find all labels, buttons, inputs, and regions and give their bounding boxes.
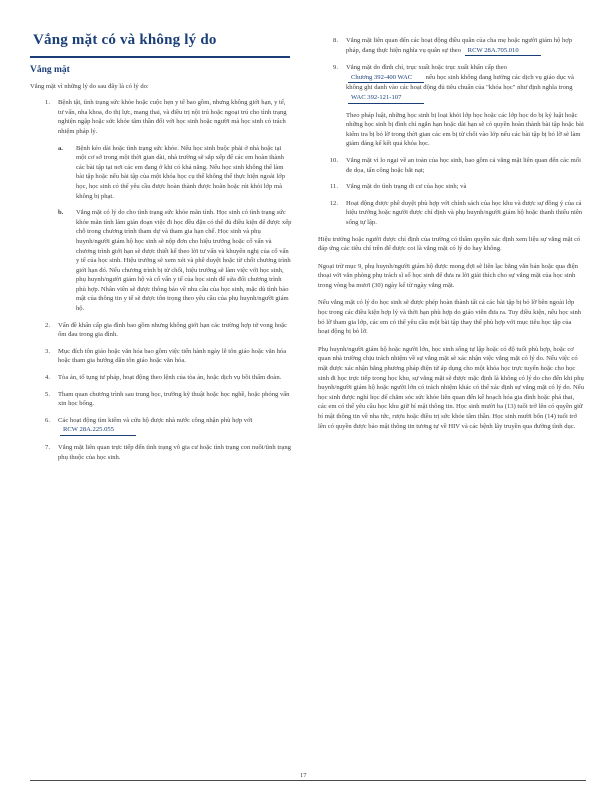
list-item: [30, 373, 292, 383]
list-item: [318, 199, 584, 228]
list-item: [30, 443, 292, 462]
item-text: Vắng mặt liên quan trực tiếp đến tình trạng vô gia cư hoặc tình trạng con nuôi/tình trạng phụ thuộc của học sinh.: [58, 444, 291, 461]
item-text: Vắng mặt do đình chỉ, trục xuất hoặc trục xuất khẩn cấp theo: [346, 64, 507, 72]
section-heading: Vắng mặt: [30, 65, 70, 75]
section-intro: Vắng mặt vì những lý do sau đây là có lý do:: [30, 82, 149, 90]
body-paragraph: Ngoại trừ mục 9, phụ huynh/người giám hộ được mong đợi sẽ liên lạc bằng văn bản hoặc qua điện thoại với văn phòng phụ trách sĩ số học sinh để đưa ra lời giải thích cho sự vắng mặt của học sinh trong vòng ba mươi (30) ngày kể từ ngày vắng mặt.: [318, 262, 578, 289]
item-text: Mục đích tôn giáo hoặc văn hóa bao gồm việc tiến hành ngày lễ tôn giáo hoặc văn hóa hoặc tham gia hướng dẫn tôn giáo hoặc văn hóa.: [58, 347, 287, 365]
item-text-continued: nếu học sinh không đang hưởng các dịch vụ giáo dục và không ghi danh vào các hoạt động đủ tiêu chuẩn của "khóa học" như định nghĩa trong: [346, 73, 574, 92]
item-number: 8.: [333, 37, 338, 44]
item-number: 1.: [45, 99, 50, 107]
item-text: Hoạt động được phê duyệt phù hợp với chính sách của học khu và được sự đồng ý của cả hiệu trưởng hoặc người được chỉ định và phụ huynh/người giám hộ hoặc thanh thiếu niên sống tự lập.: [346, 199, 583, 226]
item-number: 12.: [329, 199, 338, 207]
right-column: [318, 36, 584, 439]
sub-item: [58, 144, 292, 202]
body-paragraph: Nếu vắng mặt có lý do học sinh sẽ được phép hoàn thành tất cả các bài tập bị bỏ lỡ bên ngoài lớp học trong các điều kiện hợp lý và thời hạn phù hợp do giáo viên đưa ra. Tuy điều kiện, nếu học sinh bỏ lỡ tham gia lớp, các em có thể yêu cầu một bài tập thay thế phù hợp với mục tiêu học tập của hoạt động bị bỏ lỡ.: [318, 299, 582, 336]
item-number: 10.: [329, 156, 338, 164]
item-text: Các hoạt động tìm kiếm và cứu hộ được nhà nước công nhận phù hợp với: [58, 416, 253, 424]
wac-chapter-link[interactable]: Chương 392-400 WAC: [348, 73, 424, 84]
title-underline: [30, 56, 290, 58]
item-text: Bệnh tật, tình trạng sức khỏe hoặc cuộc hẹn y tế bao gồm, nhưng không giới hạn, y tế, tư vấn, nha khoa, đo thị lực, mang thai, và điều trị nội trú hoặc ngoại trú cho tình trạng nghiện ngập hoặc sức khỏe tâm thần đối với học sinh hoặc người mà học sinh có trách nhiệm pháp lý.: [58, 99, 287, 135]
item-number: 9.: [333, 64, 338, 72]
list-item: [318, 182, 584, 192]
item-number: 5.: [45, 390, 50, 398]
sub-item-letter: b.: [58, 209, 64, 217]
wac-section-link[interactable]: WAC 392-121-107: [348, 93, 424, 104]
body-paragraph: Phụ huynh/người giám hộ hoặc người lớn, học sinh sống tự lập hoặc có độ tuổi phù hợp, hoặc cơ quan nhà trường chịu trách nhiệm về sự vắng mặt sẽ xác nhận việc vắng mặt có lý do. Nếu việc có mặt được xác nhận bằng phương pháp điện tử áp dụng cho một khóa học trực tuyến hoặc cho học sinh đi học trực tiếp trong học khu, sự vắng mặt sẽ được mặc định là không có lý do cho đến khi phụ huynh/người giám hộ hoặc người lớn có trách nhiệm khác có thể xác định sự vắng mặt có lý do. Nếu học sinh được nghỉ học để chăm sóc sức khỏe liên quan đến kế hoạch hóa gia đình hoặc phá thai, các em có thể yêu cầu học khu giữ bí mật thông tin. Học sinh mười ba (13) tuổi trở lên có quyền giữ bí mật thông tin về nha tức, rượu hoặc điều trị sức khỏe tâm thần. Học sinh mười bốn (14) tuổi trở lên có quyền được bảo mật thông tin tương tự về HIV và các bệnh lây truyền qua đường tình dục.: [318, 345, 585, 430]
page-title: Vắng mặt có và không lý do: [33, 32, 217, 48]
page-number: 17: [300, 772, 307, 779]
item-text: Vấn đề khẩn cấp gia đình bao gồm nhưng không giới hạn các trường hợp tử vong hoặc ốm đau trong gia đình.: [58, 321, 288, 339]
item-number: 3.: [45, 347, 50, 355]
left-column: [30, 64, 292, 469]
item-text: Vắng mặt liên quan đến các hoạt động điều quân của cha mẹ hoặc người giám hộ hợp pháp, đang thực hiện nghĩa vụ quân sự theo: [346, 37, 573, 54]
sub-item: [58, 208, 292, 314]
item-text: Vắng mặt do tình trạng di cư của học sinh; và: [346, 183, 467, 191]
item-number: 2.: [45, 321, 50, 329]
rcw-link[interactable]: RCW 28A.225.055: [60, 425, 136, 436]
reasons-list-left: [30, 98, 292, 462]
list-item: [318, 63, 584, 149]
sub-item-letter: a.: [58, 144, 63, 152]
list-item: [30, 390, 292, 409]
item-text: Vắng mặt vì lo ngại về an toàn của học sinh, bao gồm cả vắng mặt liên quan đến các mối đe dọa, tấn công hoặc bắt nạt;: [346, 156, 581, 174]
sub-item-text: Vắng mặt có lý do cho tình trạng sức khỏe mãn tính. Học sinh có tình trạng sức khỏe mãn tính làm gián đoạn việc đi học đều đặn có thể đủ điều kiện để được xếp chỗ trong chương trình tham dự và tham gia hạn chế. Học sinh và phụ huynh/người giám hộ học sinh sẽ nộp đơn cho hiệu trưởng hoặc cố vấn và chương trình giới hạn sẽ được thiết kế theo lời tư vấn và khuyến nghị của cố vấn y tế của học sinh. Hiệu trưởng sẽ xem xét và phê duyệt hoặc từ chối chương trình giới hạn đó. Nếu chương trình bị từ chối, hiệu trưởng sẽ làm việc với học sinh, phụ huynh/người giám hộ và cố vấn y tế của học sinh để sửa đổi chương trình phù hợp. Nhân viên sẽ được thông báo về nhu cầu của học sinh, mặc dù tình bảo mật của thông tin y tế sẽ được tôn trọng theo yêu cầu của phụ huynh/người giám hộ.: [76, 209, 292, 313]
item-number: 4.: [45, 374, 50, 382]
item-text: Tòa án, tố tụng tư pháp, hoạt động theo lệnh của tòa án, hoặc dịch vụ bồi thẩm đoàn.: [58, 374, 282, 382]
footer-rule: [30, 780, 586, 781]
sub-item-text: Bệnh kéo dài hoặc tình trạng sức khỏe. Nếu học sinh buộc phải ở nhà hoặc tại một cơ sở trong một thời gian dài, nhà trường sẽ sắp xếp để các em hoàn thành các bài tập tại nơi các em đang ở khi có khả năng. Nếu học sinh không thể làm bài tập hoặc nếu bài tập của một khóa học cụ thể không thể thực hiện ngoài lớp học, học sinh có thể yêu cầu được hoàn thành được hoãn hoặc rút khỏi lớp mà không bị phạt.: [76, 144, 286, 200]
list-item: [318, 36, 584, 56]
list-item: [30, 347, 292, 366]
list-item: [30, 98, 292, 313]
body-paragraph: Hiệu trưởng hoặc người được chỉ định của trường có thẩm quyền xác định xem liệu sự vắng mặt có đáp ứng các tiêu chí trên để được coi là vắng mặt có lý do hay không.: [318, 235, 581, 253]
item-text: Tham quan chương trình sau trung học, trường kỹ thuật hoặc học nghề, hoặc phỏng vấn xin học bổng.: [58, 390, 290, 408]
item-extra-paragraph: Theo pháp luật, những học sinh bị loại khỏi lớp học hoặc các lớp học do bị kỷ luật hoặc những học sinh bị đình chỉ ngắn hạn hoặc dài hạn sẽ có quyền hoàn thành bài tập hoặc bài kiểm tra bị bỏ lỡ trong thời gian các em bị từ chối vào lớp nếu các bài tập bị bỏ lỡ sẽ làm giảm đáng kể kết quả khóa học.: [346, 111, 584, 148]
list-item: [318, 156, 584, 175]
rcw-link[interactable]: RCW 28A.705.010: [465, 46, 541, 57]
reasons-list-right: [318, 36, 584, 228]
item-number: 7.: [45, 444, 50, 451]
item-number: 11.: [330, 183, 338, 191]
list-item: [30, 416, 292, 436]
list-item: [30, 321, 292, 340]
item-number: 6.: [45, 416, 50, 424]
